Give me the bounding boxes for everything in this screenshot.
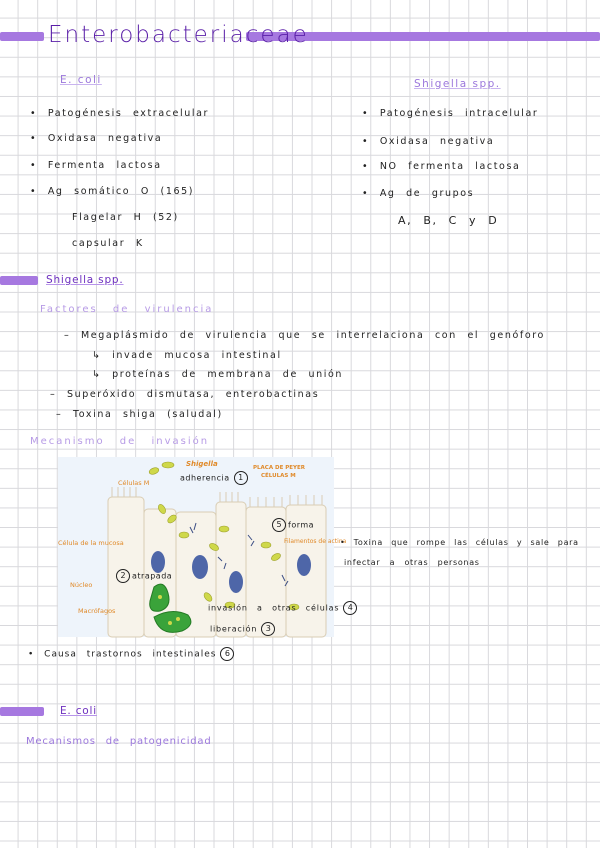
annotation-text: • Causa trastornos intestinales (28, 649, 217, 660)
page-title: Enterobacteriaceae (48, 22, 309, 48)
ecoli-section-heading: E. coli (60, 705, 97, 717)
ecoli-col-heading: E. coli (60, 74, 102, 86)
shigella-item: • Oxidasa negativa (362, 136, 495, 147)
annotation-causa (28, 647, 234, 661)
annotation-invasion (208, 601, 357, 615)
factor-subitem: ↳ invade mucosa intestinal (92, 350, 282, 361)
annotation-text: invasión a otras células (208, 603, 340, 613)
annotation-number: 5 (272, 518, 286, 532)
shigella-groups: A, B, C y D (398, 214, 499, 227)
annotation-liberacion (210, 622, 275, 636)
annotation-forma (272, 518, 314, 532)
toxin-note-line2: infectar a otras personas (344, 558, 480, 567)
shigella-item: • NO fermenta lactosa (362, 161, 521, 172)
ecoli-item: • Fermenta lactosa (30, 160, 162, 171)
ecoli-item: • Oxidasa negativa (30, 133, 163, 144)
annotation-number: 2 (116, 569, 130, 583)
fig-mcells-label: CÉLULAS M (261, 473, 296, 479)
section-bar (0, 276, 38, 285)
mechanism-title: Mecanismo de invasión (30, 436, 210, 447)
ecoli-item: • Patogénesis extracelular (30, 108, 210, 119)
ecoli-mechanisms-title: Mecanismos de patogenicidad (26, 736, 212, 747)
annotation-atrapada (116, 569, 172, 583)
shigella-col-heading: Shigella spp. (414, 78, 501, 90)
fig-cells-m: Células M (118, 479, 150, 487)
fig-mucosa: Célula de la mucosa (58, 539, 124, 547)
fig-macrophages: Macrófagos (78, 607, 116, 615)
annotation-number: 4 (343, 601, 357, 615)
shigella-section-heading: Shigella spp. (46, 274, 124, 286)
fig-peyer-label: PLACA DE PEYER (253, 465, 306, 471)
factor-item: – Superóxido dismutasa, enterobactinas (50, 389, 320, 400)
title-bar-left (0, 32, 44, 41)
annotation-number: 3 (261, 622, 275, 636)
annotation-adherencia (180, 471, 248, 485)
annotation-text: forma (288, 520, 315, 530)
shigella-item: • Patogénesis intracelular (362, 108, 539, 119)
annotation-text: adherencia (180, 473, 230, 483)
shigella-item: • Ag de grupos (362, 188, 475, 199)
fig-actin: Filamentos de actina (284, 538, 347, 545)
factors-title: Factores de virulencia (40, 304, 214, 315)
factor-item: – Toxina shiga (saludal) (56, 409, 223, 420)
toxin-note-line1: • Toxina que rompe las células y sale para (340, 538, 579, 547)
factor-subitem: ↳ proteínas de membrana de unión (92, 369, 344, 380)
ecoli-ag-capsular: capsular K (72, 238, 144, 249)
fig-nucleus: Núcleo (70, 581, 93, 589)
factor-item: – Megaplásmido de virulencia que se interrelaciona con el genóforo (64, 330, 545, 341)
annotation-text: atrapada (132, 571, 173, 581)
ecoli-item: • Ag somático O (165) (30, 186, 195, 197)
fig-shigella-label: Shigella (186, 460, 218, 468)
annotation-number: 1 (234, 471, 248, 485)
ecoli-ag-flagelar: Flagelar H (52) (72, 212, 179, 223)
annotation-number: 6 (220, 647, 234, 661)
section-bar (0, 707, 44, 716)
annotation-text: liberación (210, 624, 258, 634)
